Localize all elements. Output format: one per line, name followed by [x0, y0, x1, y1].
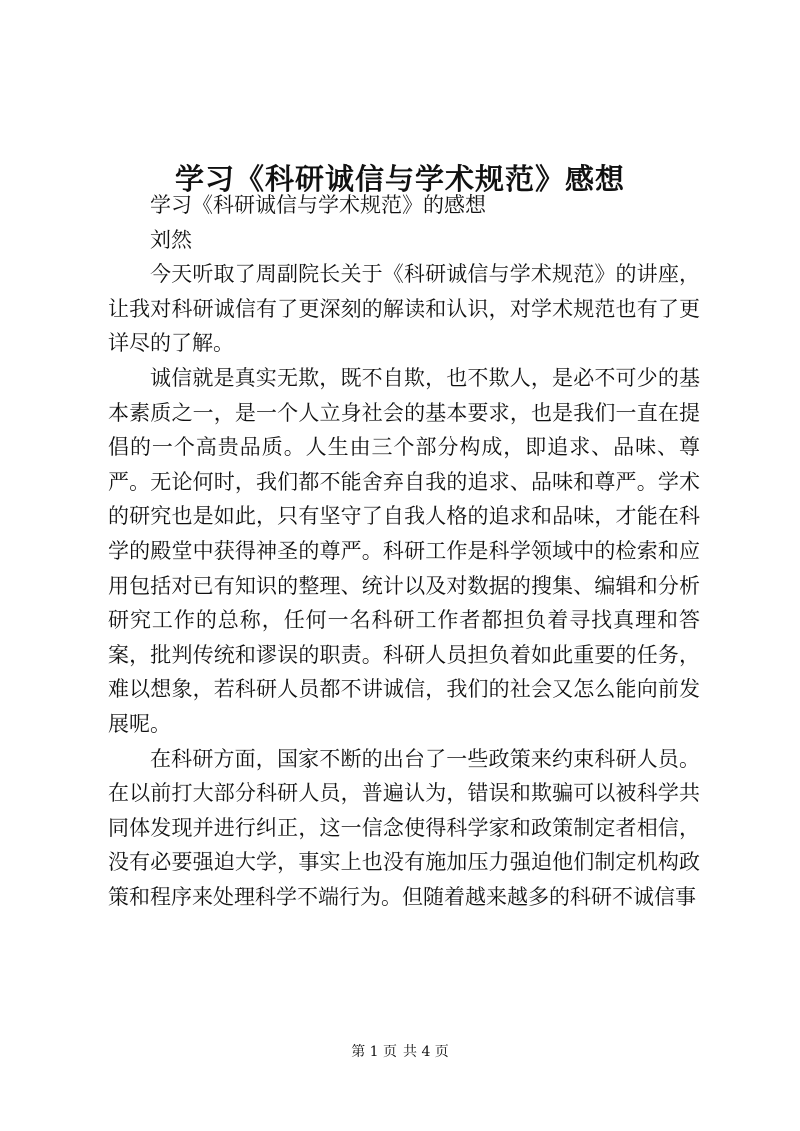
- body-paragraph: 今天听取了周副院长关于《科研诚信与学术规范》的讲座，让我对科研诚信有了更深刻的解读和认识，对学术规范也有了更详尽的了解。: [108, 262, 700, 356]
- body-paragraph: 诚信就是真实无欺，既不自欺，也不欺人，是必不可少的基本素质之一，是一个人立身社会的基本要求，也是我们一直在提倡的一个高贵品质。人生由三个部分构成，即追求、品味、尊严。无论何时，我们都不能舍弃自我的追求、品味和尊严。学术的研究也是如此，只有坚守了自我人格的追求和品味，才能在科学的殿堂中获得神圣的尊严。科研工作是科学领域中的检索和应用包括对已有知识的整理、统计以及对数据的搜集、编辑和分析研究工作的总称，任何一名科研工作者都担负着寻找真理和答案，批判传统和谬误的职责。科研人员担负着如此重要的任务，难以想象，若科研人员都不讲诚信，我们的社会又怎么能向前发展呢。: [108, 365, 700, 736]
- subtitle-paragraph: 学习《科研诚信与学术规范》的感想: [150, 193, 486, 217]
- document-title: 学习《科研诚信与学术规范》感想: [174, 162, 625, 197]
- author-paragraph: 刘然: [150, 227, 192, 252]
- page-total: 共 4 页: [403, 1044, 449, 1060]
- document-body: [108, 188, 700, 914]
- body-paragraph: 在科研方面，国家不断的出台了一些政策来约束科研人员。在以前打大部分科研人员，普遍认为，错误和欺骗可以被科学共同体发现并进行纠正，这一信念使得科学家和政策制定者相信，没有必要强迫大学，事实上也没有施加压力强迫他们制定机构政策和程序来处理科学不端行为。但随着越来越多的科研不诚信事: [108, 746, 700, 909]
- page-number: 第 1 页: [351, 1044, 397, 1060]
- page-footer: [0, 1042, 800, 1062]
